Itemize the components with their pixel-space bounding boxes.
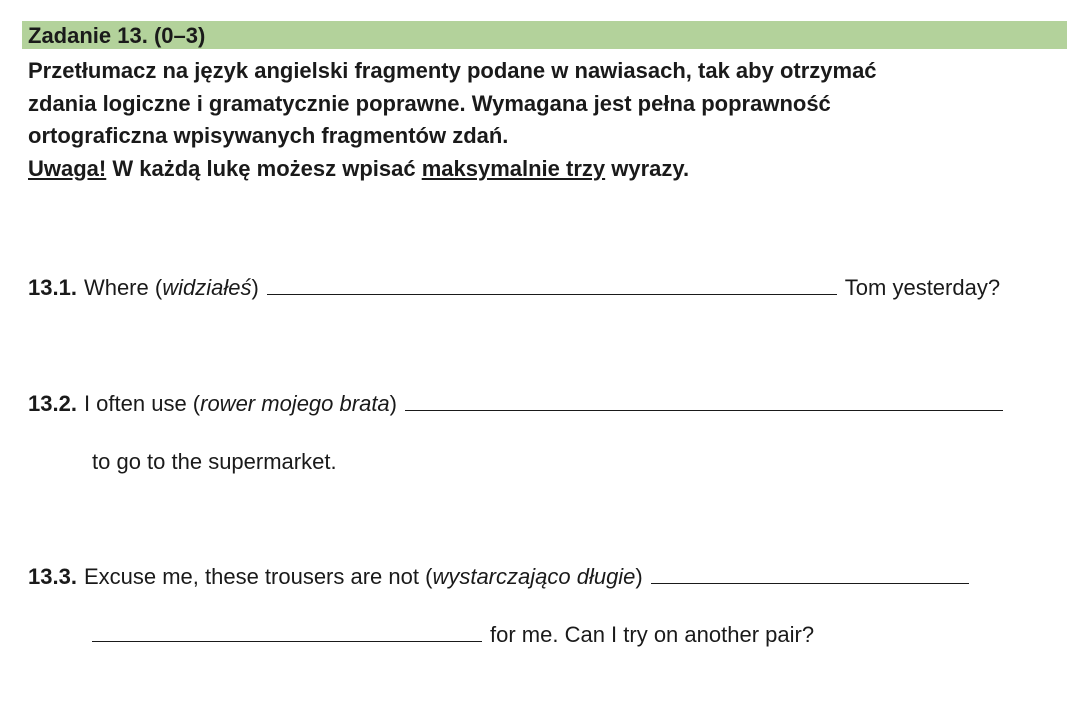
item-number: 13.1. xyxy=(28,275,77,300)
item-text: ) xyxy=(389,391,397,416)
task-title: Zadanie 13. (0–3) xyxy=(28,23,206,48)
note-warning: Uwaga! xyxy=(28,155,107,181)
item-13-1 xyxy=(28,273,1000,303)
item-text: Tom yesterday? xyxy=(844,275,1001,300)
note-text: W każdą lukę możesz wpisać xyxy=(106,155,422,181)
item-text: Where ( xyxy=(83,275,163,300)
item-text: to go to the supermarket. xyxy=(92,449,337,474)
instruction-note xyxy=(28,153,1068,186)
answer-blank[interactable] xyxy=(651,565,969,584)
item-hint: rower mojego brata xyxy=(200,391,390,416)
answer-blank[interactable] xyxy=(405,392,1003,411)
answer-blank[interactable] xyxy=(92,623,482,642)
note-end: wyrazy. xyxy=(605,155,690,181)
item-text: Excuse me, these trousers are not ( xyxy=(83,564,433,589)
instruction-line: zdania logiczne i gramatycznie poprawne. Wymagana jest pełna poprawność xyxy=(28,90,831,116)
answer-blank[interactable] xyxy=(267,276,837,295)
item-number: 13.3. xyxy=(28,564,77,589)
item-13-3-continuation xyxy=(92,620,814,650)
item-13-2 xyxy=(28,389,1011,419)
task-instructions xyxy=(28,55,1068,185)
item-text: ) xyxy=(635,564,643,589)
instruction-line: ortograficzna wpisywanych fragmentów zdań. xyxy=(28,123,509,148)
item-13-3 xyxy=(28,562,977,592)
item-hint: widziałeś xyxy=(162,275,252,300)
instruction-line: Przetłumacz na język angielski fragmenty podane w nawiasach, tak aby otrzymać xyxy=(28,58,877,83)
item-text: I often use ( xyxy=(83,391,201,416)
note-limit: maksymalnie trzy xyxy=(421,155,606,181)
item-text: ) xyxy=(251,275,259,300)
item-number: 13.2. xyxy=(28,391,77,416)
item-13-2-continuation xyxy=(92,447,337,477)
item-text: for me. Can I try on another pair? xyxy=(490,622,815,647)
item-hint: wystarczająco długie xyxy=(432,564,636,589)
